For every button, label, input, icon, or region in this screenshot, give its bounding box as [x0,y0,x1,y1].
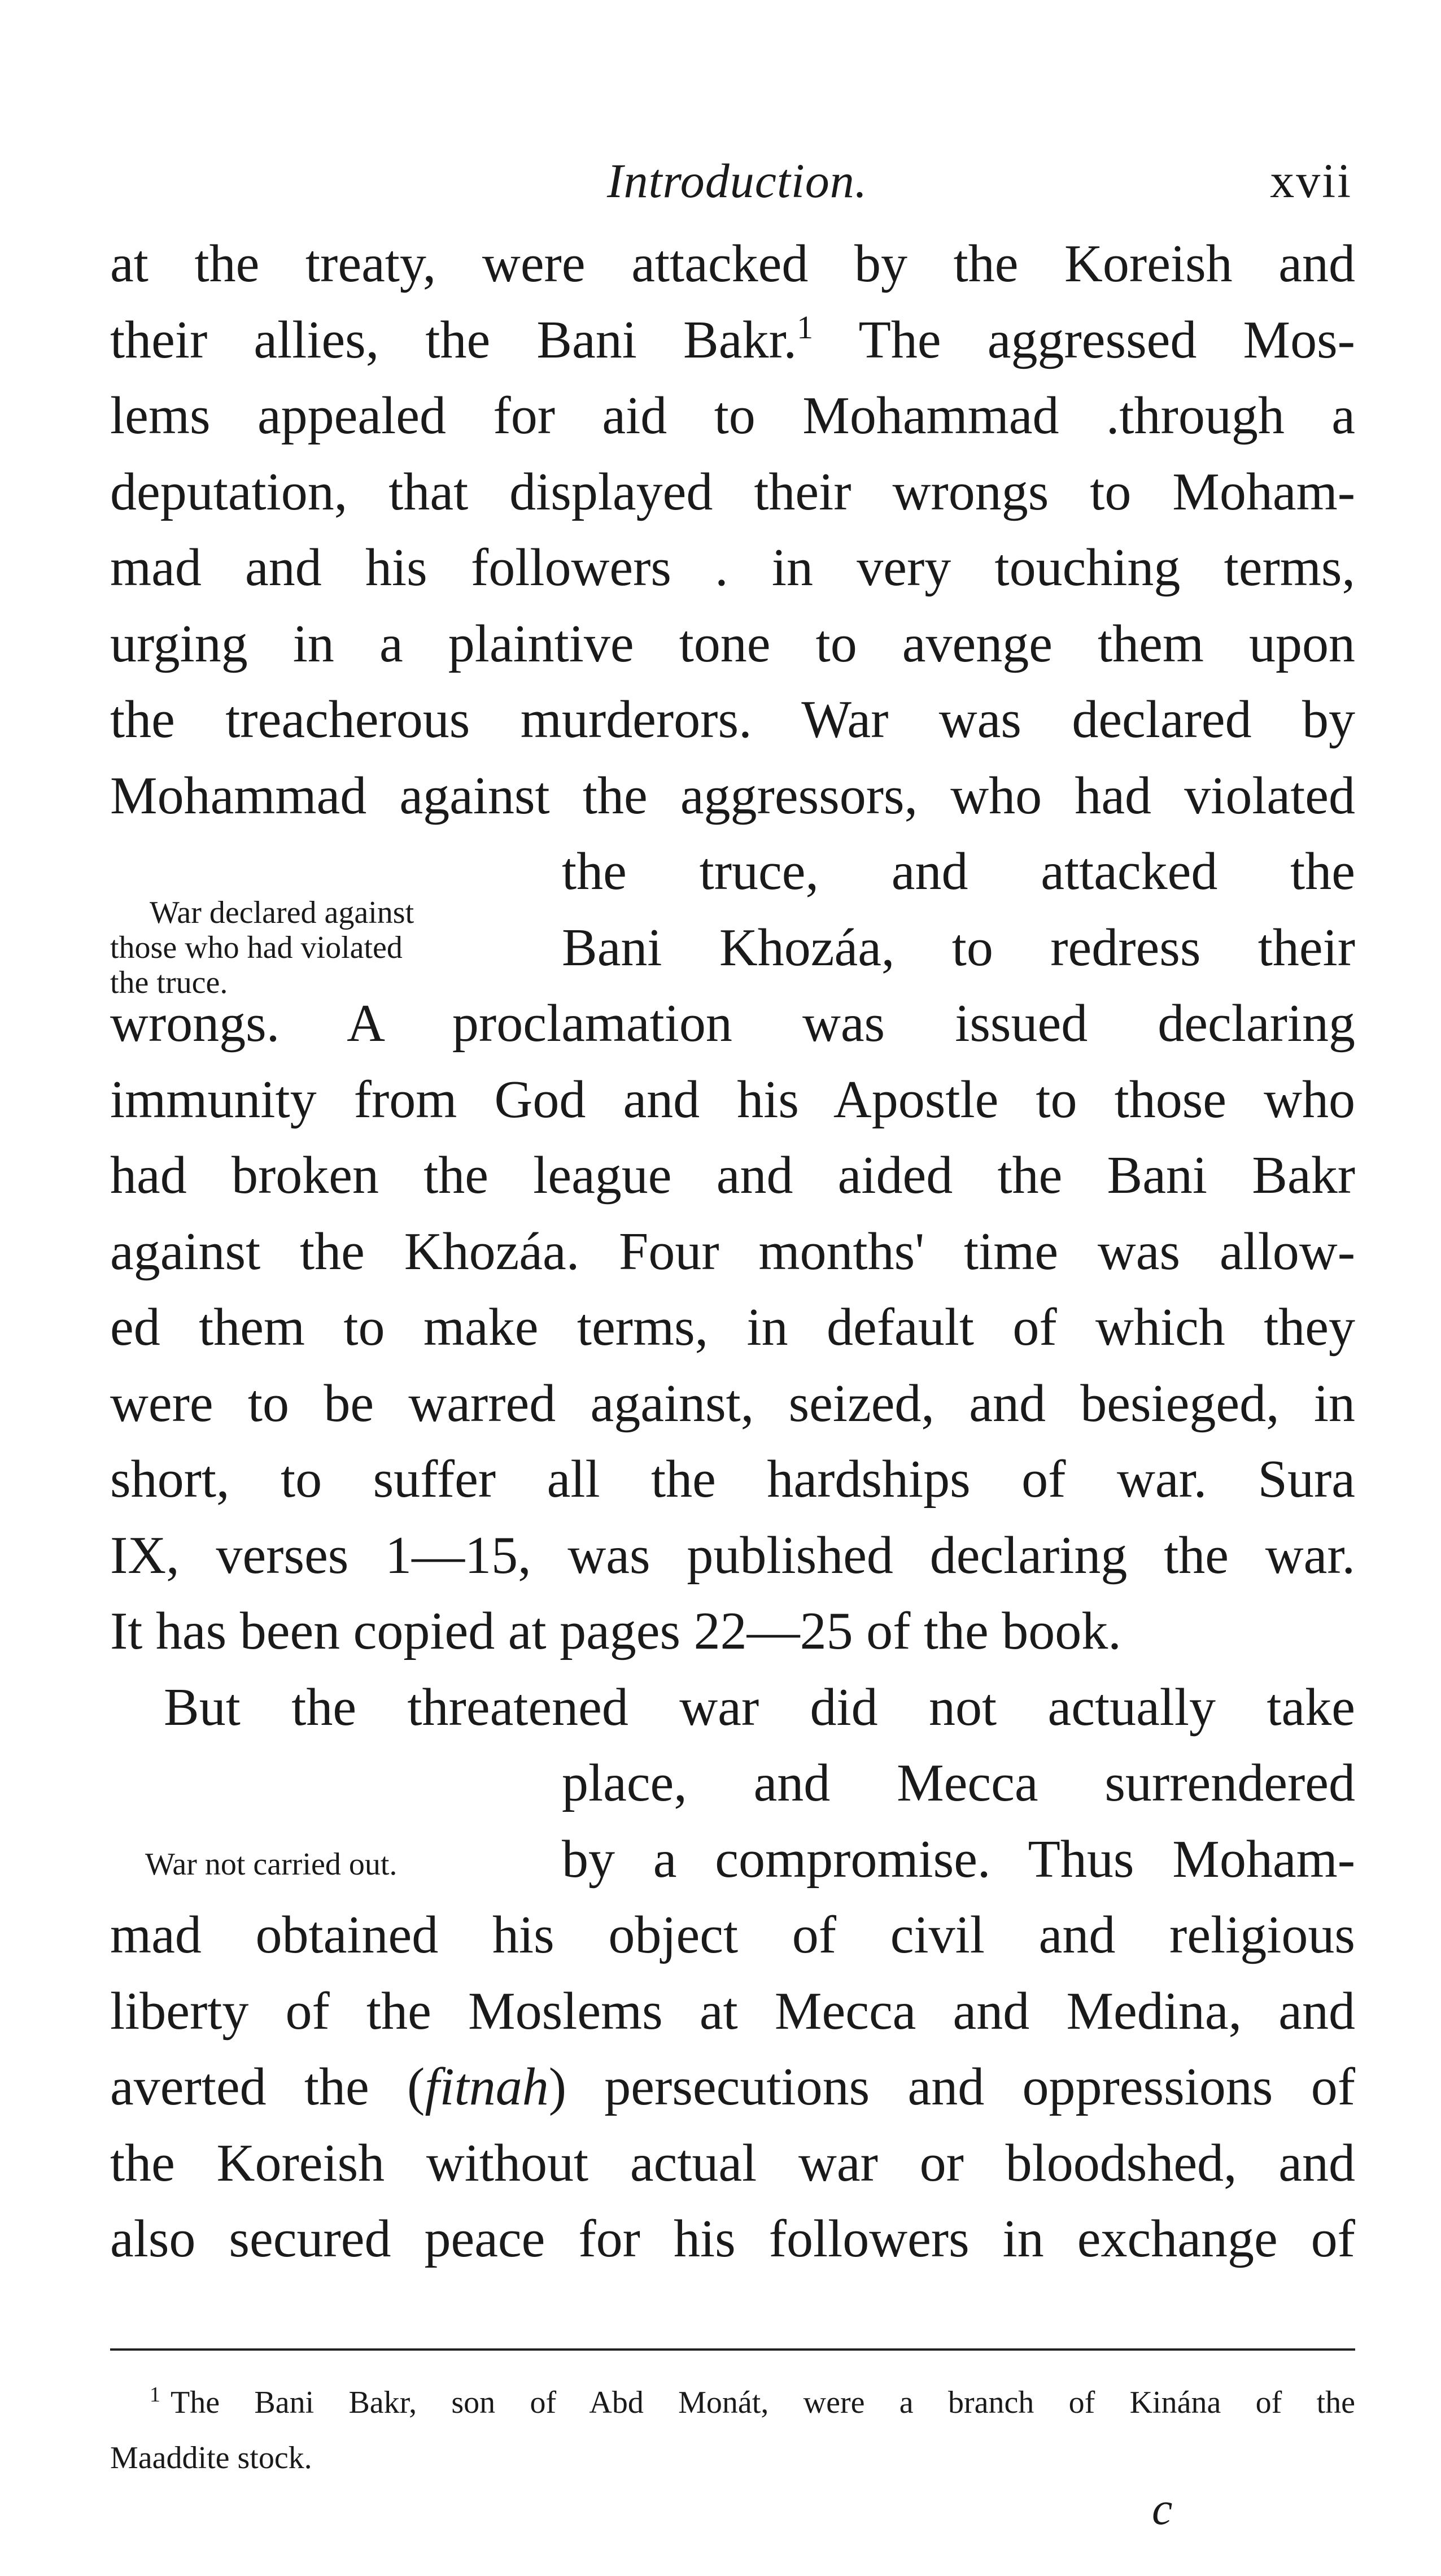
text-fragment: their allies, the Bani Bakr. [110,310,797,369]
text-line: the treacherous murderors. War was declared by [110,690,1355,749]
margin-note-line: the truce. [110,965,228,1000]
running-head-title: Introduction. [607,154,868,208]
text-line [110,2049,1355,2125]
text-line: urging in a plaintive tone to avenge them upon [110,614,1355,673]
footnote [110,2375,1355,2486]
text-line: at the treaty, were attacked by the Koreish and [110,234,1355,293]
text-line: immunity from God and his Apostle to those who [110,1070,1355,1129]
text-line: ed them to make terms, in default of which they [110,1298,1355,1357]
footnote-text: The Bani Bakr, son of Abd Monát, were a branch of Kinána of the [171,2385,1355,2420]
italic-term: fitnah [425,2058,549,2116]
text-line: liberty of the Moslems at Mecca and Medina, and [110,1981,1355,2041]
text-line: also secured peace for his followers in exchange of [110,2209,1355,2268]
text-fragment: The aggressed Mos- [813,310,1355,369]
footnote-marker: 1 [150,2383,160,2407]
margin-note-war-not-carried-out [110,1847,397,1882]
text-fragment: averted the ( [110,2058,425,2116]
text-line: the Koreish without actual war or bloodshed, and [110,2133,1355,2193]
running-head [110,152,1352,215]
text-line: Bani Khozáa, to redress their [562,918,1355,977]
text-line: It has been copied at pages 22—25 of the book. [110,1602,1121,1660]
footnote-line [110,2375,1355,2430]
text-line: had broken the league and aided the Bani Bakr [110,1146,1355,1205]
text-line: place, and Mecca surrendered [562,1754,1355,1812]
text-line: IX, verses 1—15, was published declaring the war. [110,1525,1355,1585]
text-line: wrongs. A proclamation was issued declaring [110,994,1355,1053]
text-line: against the Khozáa. Four months' time was allow- [110,1222,1355,1281]
text-line: were to be warred against, seized, and besieged, in [110,1374,1355,1433]
printer-signature-mark: c [1152,2483,1173,2534]
footnote-reference: 1 [797,308,814,346]
text-line: the truce, and attacked the [562,842,1355,901]
text-line: short, to suffer all the hardships of war. Sura [110,1450,1355,1509]
footnote-line: Maaddite stock. [110,2440,312,2475]
margin-note-line: those who had violated [110,930,403,965]
text-fragment: ) persecutions and oppressions of [548,2058,1355,2116]
margin-note-line: War declared against [150,895,414,930]
margin-note-line: War not carried out. [145,1847,398,1882]
paragraph-block-1 [110,226,1355,2277]
footnote-divider [110,2348,1355,2351]
text-line [110,302,1355,378]
text-line: mad and his followers . in very touching terms, [110,538,1355,597]
page-number: xvii [1270,154,1352,208]
text-line: But the threatened war did not actually take [164,1677,1355,1737]
text-line: mad obtained his object of civil and religious [110,1906,1355,1964]
text-line: deputation, that displayed their wrongs to Moham- [110,462,1355,521]
text-line: Mohammad against the aggressors, who had violated [110,766,1355,825]
text-line: by a compromise. Thus Moham- [562,1829,1355,1889]
margin-note-war-declared [110,895,517,1000]
text-line: lems appealed for aid to Mohammad .through a [110,386,1355,445]
